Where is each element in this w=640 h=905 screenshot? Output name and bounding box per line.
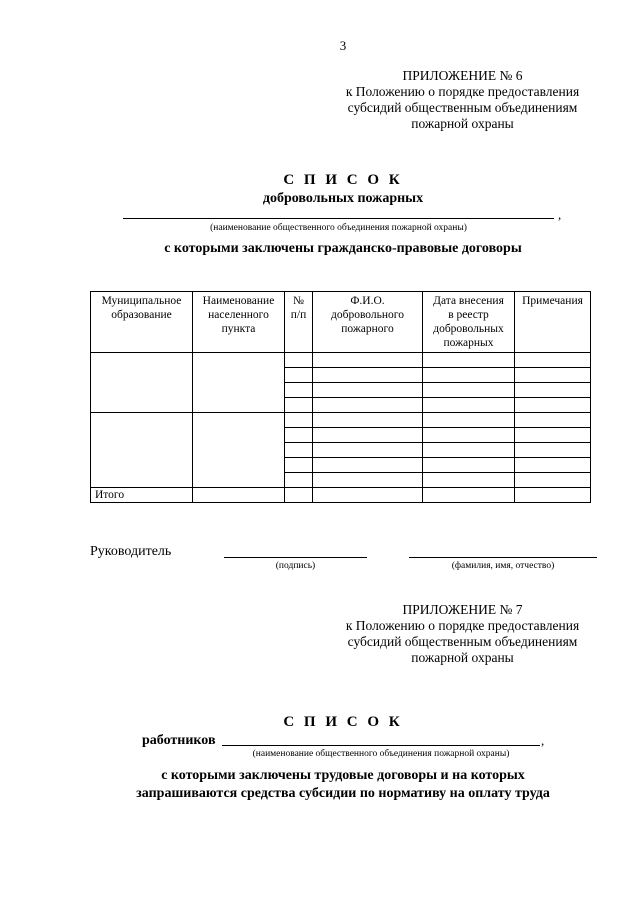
appendix-7-line: пожарной охраны [411, 650, 514, 665]
table-cell [313, 488, 423, 503]
table-cell [313, 473, 423, 488]
table-cell [285, 443, 313, 458]
table-cell [285, 398, 313, 413]
table-cell [423, 383, 515, 398]
appendix-6-line: субсидий общественным объединениям [347, 100, 578, 115]
table-cell [285, 473, 313, 488]
table-cell [515, 398, 591, 413]
trailing-comma-2: , [541, 733, 545, 748]
appendix-7-title: ПРИЛОЖЕНИЕ № 7 [402, 602, 523, 617]
table-cell [515, 428, 591, 443]
column-header-date: Дата внесения в реестр добровольных пожарных [423, 292, 515, 353]
signature-hint: (подпись) [275, 561, 316, 571]
fullname-line [409, 557, 597, 558]
column-header-fullname: Ф.И.О. добровольного пожарного [313, 292, 423, 353]
table-cell [91, 413, 193, 488]
org-name-line-2 [222, 745, 540, 746]
org-name-line [123, 218, 554, 219]
total-label: Итого [91, 488, 193, 503]
table-cell [423, 413, 515, 428]
table-cell [313, 398, 423, 413]
table-header-row [91, 292, 591, 353]
table-cell [515, 368, 591, 383]
appendix-7-header [325, 602, 600, 666]
table-cell [423, 353, 515, 368]
table-cell [285, 458, 313, 473]
table-cell [515, 458, 591, 473]
appendix-7-line: субсидий общественным объединениям [347, 634, 578, 649]
column-header-notes: Примечания [515, 292, 591, 353]
volunteer-register-table [90, 291, 591, 503]
table-cell [313, 443, 423, 458]
org-name-hint-2: (наименование общественного объединения пожарной охраны) [252, 749, 510, 759]
signatory-role: Руководитель [90, 544, 172, 559]
table-row [91, 413, 591, 428]
table-cell [91, 353, 193, 413]
table-cell [193, 488, 285, 503]
table-total-row [91, 488, 591, 503]
list-6-contracts-line: с которыми заключены гражданско-правовые договоры [164, 241, 522, 256]
column-header-settlement: Наименование населенного пункта [193, 292, 285, 353]
table-cell [285, 413, 313, 428]
trailing-comma: , [558, 207, 562, 222]
table-cell [423, 473, 515, 488]
table-cell [313, 368, 423, 383]
table-cell [423, 368, 515, 383]
list-7-title: С П И С О К [283, 714, 403, 730]
list-6-title: С П И С О К [283, 172, 403, 188]
list-7-line: с которыми заключены трудовые договоры и на которых [161, 768, 525, 783]
table-cell [313, 383, 423, 398]
workers-label: работников [142, 733, 216, 748]
table-cell [313, 428, 423, 443]
table-cell [313, 458, 423, 473]
table-cell [313, 353, 423, 368]
table-cell [515, 353, 591, 368]
table-cell [515, 413, 591, 428]
table-cell [285, 428, 313, 443]
appendix-6-title: ПРИЛОЖЕНИЕ № 6 [402, 68, 523, 83]
table-cell [515, 383, 591, 398]
table-cell [193, 413, 285, 488]
signature-line [224, 557, 367, 558]
page-number: 3 [339, 38, 347, 53]
table-cell [423, 458, 515, 473]
table-cell [313, 413, 423, 428]
org-name-hint: (наименование общественного объединения пожарной охраны) [210, 223, 467, 233]
fullname-hint: (фамилия, имя, отчество) [451, 561, 555, 571]
table-cell [285, 368, 313, 383]
table-cell [423, 428, 515, 443]
table-cell [423, 443, 515, 458]
table-cell [515, 488, 591, 503]
column-header-number: № п/п [285, 292, 313, 353]
appendix-6-line: пожарной охраны [411, 116, 514, 131]
table-cell [515, 443, 591, 458]
table-row [91, 353, 591, 368]
appendix-6-header [325, 68, 600, 132]
table-cell [285, 353, 313, 368]
column-header-municipality: Муниципальное образование [91, 292, 193, 353]
table-cell [423, 398, 515, 413]
appendix-6-line: к Положению о порядке предоставления [345, 84, 580, 99]
table-cell [423, 488, 515, 503]
table-cell [193, 353, 285, 413]
table-cell [285, 383, 313, 398]
list-7-description [0, 767, 640, 803]
table-cell [515, 473, 591, 488]
appendix-7-line: к Положению о порядке предоставления [345, 618, 580, 633]
table-cell [285, 488, 313, 503]
list-7-line: запрашиваются средства субсидии по нормативу на оплату труда [136, 786, 550, 801]
list-6-subtitle: добровольных пожарных [262, 191, 424, 206]
